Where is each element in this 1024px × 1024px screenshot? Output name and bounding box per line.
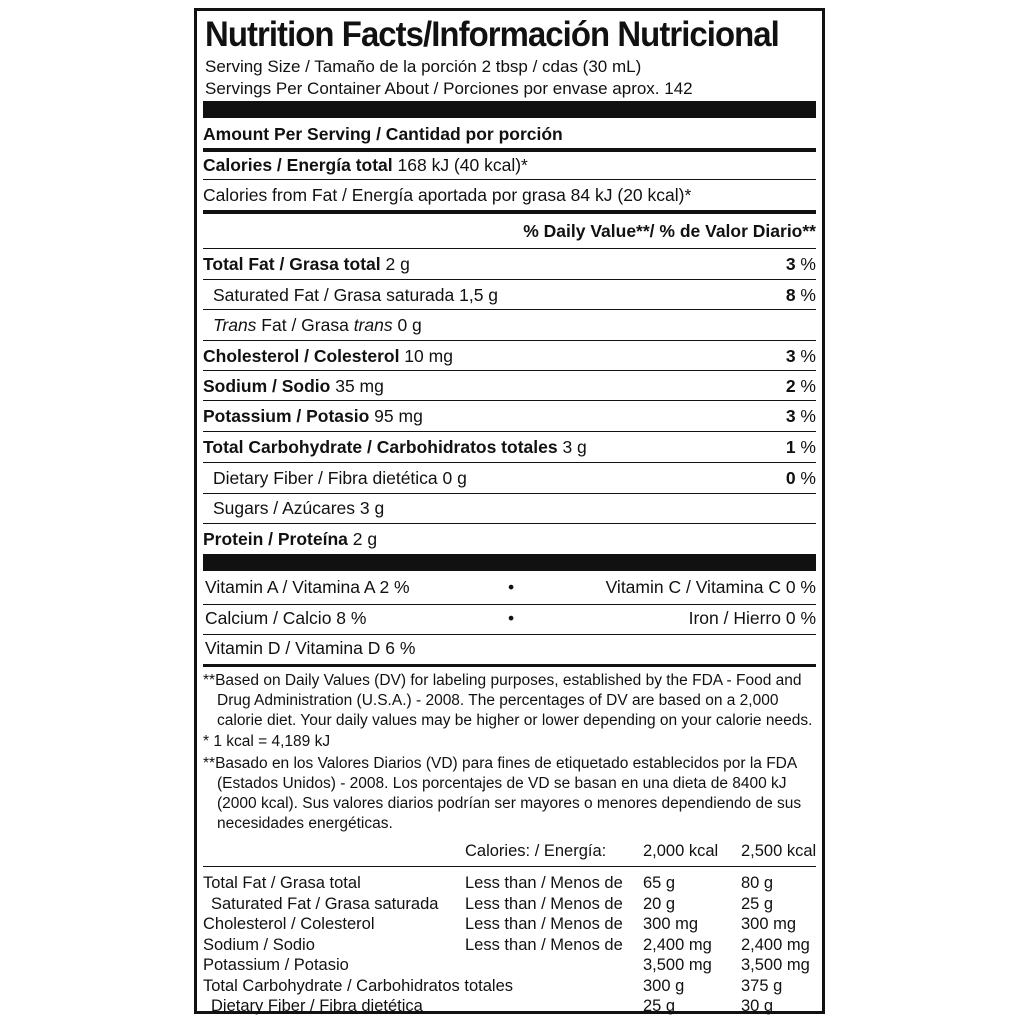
rule [203, 179, 816, 180]
amount-per-serving: Amount Per Serving / Cantidad por porción [203, 124, 563, 144]
calories-from-fat-row: Calories from Fat / Energía aportada por grasa 84 kJ (20 kcal)* [203, 185, 692, 205]
rule [203, 493, 816, 494]
rule [203, 309, 816, 310]
table-row: Dietary Fiber / Fibra dietética 25 g 30 g [211, 997, 774, 1015]
footnotes [203, 671, 816, 834]
daily-value-header: % Daily Value**/ % de Valor Diario** [523, 221, 816, 241]
nutrient-row-sugars: Sugars / Azúcares 3 g [213, 498, 385, 518]
thick-divider [203, 554, 816, 571]
table-row: Potassium / Potasio 3,500 mg 3,500 mg [203, 956, 810, 974]
dv-table [203, 873, 816, 1017]
nutrition-label [194, 8, 825, 1014]
rule [203, 340, 816, 341]
rule [203, 400, 816, 401]
servings-per-container: Servings Per Container About / Porciones por envase aprox. 142 [205, 79, 693, 98]
footnote-en: **Based on Daily Values (DV) for labeling purposes, established by the FDA - Food and Drug Administration (U.S.A.) - 2008. The percentages of DV are based on a 2,000 calorie diet. Your daily values may be higher or lower depending on your calorie needs. [203, 672, 813, 729]
label-title: Nutrition Facts/Información Nutricional [205, 15, 779, 54]
table-row: Saturated Fat / Grasa saturada Less than / Menos de 20 g 25 g [211, 894, 774, 913]
dv-table-header: Calories: / Energía: 2,000 kcal 2,500 kcal [465, 842, 817, 860]
table-row: Cholesterol / Colesterol Less than / Menos de 300 mg 300 mg [203, 915, 797, 933]
footnote-kcal: * 1 kcal = 4,189 kJ [203, 733, 331, 750]
nutrient-row-potassium: Potassium / Potasio 95 mg 3 % [203, 406, 816, 426]
rule [203, 431, 816, 432]
vitamin-row: Vitamin A / Vitamina A 2 % • Vitamin C / Vitamina C 0 % [205, 577, 816, 597]
table-row: Total Carbohydrate / Carbohidratos totales 300 g 375 g [203, 976, 783, 995]
calories-row: Calories / Energía total 168 kJ (40 kcal)* [203, 155, 528, 175]
divider [203, 210, 816, 214]
nutrient-row-sodium: Sodium / Sodio 35 mg 2 % [203, 376, 816, 396]
vitamin-row: Calcium / Calcio 8 % • Iron / Hierro 0 % [205, 608, 816, 628]
nutrient-row-trans-fat: Trans Fat / Grasa trans 0 g [213, 315, 422, 335]
nutrient-row-total-carbohydrate: Total Carbohydrate / Carbohidratos totales 3 g 1 % [203, 437, 816, 457]
rule [203, 523, 816, 524]
rule [203, 866, 816, 867]
rule [203, 279, 816, 280]
nutrient-row-dietary-fiber: Dietary Fiber / Fibra dietética 0 g 0 % [213, 468, 816, 488]
nutrient-row-cholesterol: Cholesterol / Colesterol 10 mg 3 % [203, 346, 816, 366]
serving-size: Serving Size / Tamaño de la porción 2 tbsp / cdas (30 mL) [205, 57, 642, 76]
table-row: Sodium / Sodio Less than / Menos de 2,400 mg 2,400 mg [203, 935, 810, 954]
rule [203, 462, 816, 463]
thick-divider [203, 101, 816, 118]
footnote-es: **Basado en los Valores Diarios (VD) para fines de etiquetado establecidos por la FDA (Estados Unidos) - 2008. Los porcentajes de VD se basan en una dieta de 8400 kJ (2000 kcal). Sus valores diarios podrían ser mayores o menores dependiendo de sus necesidades energéticas. [203, 755, 802, 832]
nutrient-row-protein: Protein / Proteína 2 g [203, 529, 378, 549]
divider [203, 664, 816, 667]
rule [203, 370, 816, 371]
nutrient-row-total-fat: Total Fat / Grasa total 2 g 3 % [203, 254, 816, 274]
nutrient-row-saturated-fat: Saturated Fat / Grasa saturada 1,5 g 8 % [213, 285, 816, 305]
table-row: Total Fat / Grasa total Less than / Menos de 65 g 80 g [203, 874, 774, 892]
rule [203, 248, 816, 249]
vitamin-row: Vitamin D / Vitamina D 6 % [205, 638, 416, 658]
